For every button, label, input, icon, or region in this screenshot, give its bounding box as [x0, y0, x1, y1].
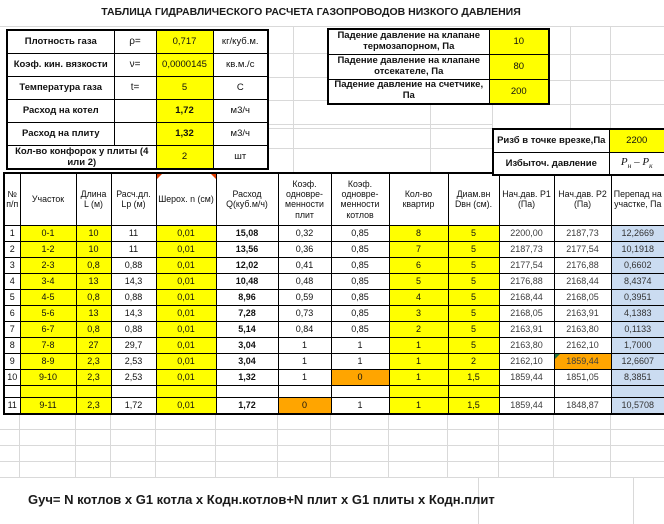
- table-cell[interactable]: 10,1918: [611, 241, 664, 257]
- gridline: [610, 414, 611, 477]
- param-value-stove-flow[interactable]: 1,32: [156, 122, 213, 145]
- table-cell[interactable]: 0-1: [20, 225, 76, 241]
- table-cell[interactable]: 1859,44: [499, 369, 554, 385]
- param-symbol: ν=: [114, 53, 156, 76]
- gridline: [215, 414, 216, 477]
- param-unit: С: [213, 76, 268, 99]
- drop-label: Падение давление на счетчике, Па: [328, 79, 489, 104]
- gridline: [570, 26, 571, 128]
- table-cell[interactable]: 1,32: [216, 369, 278, 385]
- table-cell[interactable]: 11: [111, 225, 156, 241]
- gridline: [75, 414, 76, 477]
- table-cell[interactable]: 2163,91: [499, 321, 554, 337]
- table-cell[interactable]: 2177,54: [499, 257, 554, 273]
- header-perepad: Перепад на участке, Па: [611, 173, 664, 225]
- table-cell[interactable]: 1-2: [20, 241, 76, 257]
- table-cell[interactable]: 12,02: [216, 257, 278, 273]
- table-row: [4, 225, 664, 241]
- gridline: [0, 429, 664, 430]
- table-cell[interactable]: 2162,10: [554, 337, 611, 353]
- table-cell[interactable]: 8,4374: [611, 273, 664, 289]
- table-row: [4, 305, 664, 321]
- row-number[interactable]: 7: [4, 321, 20, 337]
- table-cell[interactable]: 1859,44: [554, 353, 611, 369]
- table-cell[interactable]: 2176,88: [554, 257, 611, 273]
- table-cell[interactable]: 2: [389, 321, 448, 337]
- table-cell[interactable]: 10,48: [216, 273, 278, 289]
- gridline: [553, 414, 554, 477]
- gridline: [548, 54, 664, 55]
- table-cell[interactable]: 0,88: [111, 257, 156, 273]
- table-cell[interactable]: 27: [76, 337, 111, 353]
- row-number[interactable]: 5: [4, 289, 20, 305]
- table-row: [4, 321, 664, 337]
- table-cell[interactable]: 1: [278, 353, 331, 369]
- table-cell[interactable]: 2163,91: [554, 305, 611, 321]
- table-cell[interactable]: 1851,05: [554, 369, 611, 385]
- table-cell[interactable]: 0,01: [156, 273, 216, 289]
- inlet-label: Ризб в точке врезке,Па: [493, 129, 609, 152]
- table-cell[interactable]: 2187,73: [554, 225, 611, 241]
- gridline: [548, 104, 664, 105]
- table-row: [4, 397, 664, 414]
- gridline: [447, 414, 448, 477]
- row-number[interactable]: [4, 385, 20, 397]
- table-cell[interactable]: 3: [389, 305, 448, 321]
- table-cell[interactable]: 9-11: [20, 397, 76, 414]
- header-p1: Нач.дав. P1 (Па): [499, 173, 554, 225]
- gas-params-table: [6, 29, 269, 170]
- table-cell[interactable]: 2177,54: [554, 241, 611, 257]
- table-row: [4, 337, 664, 353]
- drop-label: Падение давление на клапане отсекателе, Па: [328, 54, 489, 79]
- table-cell[interactable]: 9-10: [20, 369, 76, 385]
- gridline: [0, 461, 664, 462]
- table-cell[interactable]: 13,56: [216, 241, 278, 257]
- table-cell[interactable]: 5: [448, 305, 499, 321]
- table-cell[interactable]: 2176,88: [499, 273, 554, 289]
- table-cell[interactable]: 1,7000: [611, 337, 664, 353]
- table-cell[interactable]: 0,73: [278, 305, 331, 321]
- table-cell[interactable]: 10: [76, 241, 111, 257]
- param-unit: м3/ч: [213, 122, 268, 145]
- table-cell[interactable]: [448, 385, 499, 397]
- table-cell[interactable]: 2162,10: [499, 353, 554, 369]
- table-cell[interactable]: 1859,44: [499, 397, 554, 414]
- table-row: [4, 241, 664, 257]
- table-cell[interactable]: 1,72: [111, 397, 156, 414]
- table-cell[interactable]: 0,01: [156, 305, 216, 321]
- table-cell[interactable]: 2168,44: [554, 273, 611, 289]
- table-cell[interactable]: 13: [76, 305, 111, 321]
- drop-label: Падение давление на клапане термозапорном, Па: [328, 29, 489, 54]
- header-kvartir: Кол-во квартир: [389, 173, 448, 225]
- table-cell[interactable]: 5: [448, 241, 499, 257]
- table-body: [4, 225, 664, 414]
- table-cell[interactable]: [278, 385, 331, 397]
- table-cell[interactable]: 0,01: [156, 225, 216, 241]
- table-cell[interactable]: 0,01: [156, 257, 216, 273]
- table-cell[interactable]: 0,85: [331, 257, 389, 273]
- table-row: [4, 369, 664, 385]
- table-cell[interactable]: 1: [389, 397, 448, 414]
- gridline: [498, 414, 499, 477]
- header-dlina: Длина L (м): [76, 173, 111, 225]
- param-symbol: ρ=: [114, 30, 156, 53]
- table-cell[interactable]: 1: [389, 353, 448, 369]
- excess-formula-text: $P_н - P_к$: [620, 156, 653, 171]
- table-cell[interactable]: 10: [76, 225, 111, 241]
- excess-label: Избыточ. давление: [493, 152, 609, 175]
- gridline: [19, 414, 20, 477]
- table-cell[interactable]: 2: [448, 353, 499, 369]
- table-cell[interactable]: 0,41: [278, 257, 331, 273]
- gridline: [633, 477, 634, 524]
- table-cell[interactable]: 2,3: [76, 369, 111, 385]
- table-cell[interactable]: [156, 385, 216, 397]
- param-unit: кг/куб.м.: [213, 30, 268, 53]
- header-sherokh: Шерох. n (см): [156, 173, 216, 225]
- table-cell[interactable]: 4,1383: [611, 305, 664, 321]
- table-cell[interactable]: [20, 385, 76, 397]
- table-cell[interactable]: 14,3: [111, 273, 156, 289]
- gridline: [610, 26, 611, 128]
- table-cell[interactable]: 5: [448, 289, 499, 305]
- table-cell[interactable]: 3,04: [216, 353, 278, 369]
- table-cell[interactable]: 2,53: [111, 353, 156, 369]
- param-value-viscosity[interactable]: 0,0000145: [156, 53, 213, 76]
- param-label: Коэф. кин. вязкости: [7, 53, 114, 76]
- table-cell[interactable]: 5: [448, 321, 499, 337]
- table-cell[interactable]: 5: [448, 225, 499, 241]
- drop-value-thermo-valve[interactable]: 10: [489, 29, 549, 54]
- table-cell[interactable]: 3-4: [20, 273, 76, 289]
- param-unit: кв.м./с: [213, 53, 268, 76]
- table-cell[interactable]: 0,3951: [611, 289, 664, 305]
- table-cell[interactable]: 2,3: [76, 353, 111, 369]
- gridline: [388, 414, 389, 477]
- gridline: [277, 414, 278, 477]
- table-cell[interactable]: 2,3: [76, 397, 111, 414]
- gridline: [267, 128, 492, 129]
- table-cell[interactable]: 13: [76, 273, 111, 289]
- header-diam: Диам.вн Dвн (см).: [448, 173, 499, 225]
- table-row: [4, 353, 664, 369]
- table-cell[interactable]: 5: [448, 337, 499, 353]
- table-cell[interactable]: 0,1133: [611, 321, 664, 337]
- table-cell[interactable]: 0,32: [278, 225, 331, 241]
- row-number[interactable]: 1: [4, 225, 20, 241]
- header-raskhod: Расход Q(куб.м/ч): [216, 173, 278, 225]
- table-cell[interactable]: 8,96: [216, 289, 278, 305]
- table-cell[interactable]: 8-9: [20, 353, 76, 369]
- param-label: Расход на плиту: [7, 122, 114, 145]
- param-symbol: [114, 99, 156, 122]
- table-cell[interactable]: [76, 385, 111, 397]
- table-cell[interactable]: 0,88: [111, 289, 156, 305]
- table-cell[interactable]: 0,85: [331, 241, 389, 257]
- table-cell[interactable]: 0: [278, 397, 331, 414]
- gridline: [293, 26, 294, 172]
- table-cell[interactable]: 2163,80: [554, 321, 611, 337]
- drop-value-shutoff-valve[interactable]: 80: [489, 54, 549, 79]
- table-cell[interactable]: 0,01: [156, 289, 216, 305]
- table-cell[interactable]: 2163,80: [499, 337, 554, 353]
- param-value-density[interactable]: 0,717: [156, 30, 213, 53]
- header-koef-plit: Коэф. одновре-менности плит: [278, 173, 331, 225]
- row-number[interactable]: 3: [4, 257, 20, 273]
- table-cell[interactable]: [554, 385, 611, 397]
- header-p2: Нач.дав. P2 (Па): [554, 173, 611, 225]
- table-cell[interactable]: 0,59: [278, 289, 331, 305]
- param-value-temperature[interactable]: 5: [156, 76, 213, 99]
- table-cell[interactable]: 12,2669: [611, 225, 664, 241]
- gridline: [267, 100, 327, 101]
- gridline: [155, 414, 156, 477]
- row-number[interactable]: 8: [4, 337, 20, 353]
- table-cell[interactable]: 6: [389, 257, 448, 273]
- table-cell[interactable]: 0,85: [331, 321, 389, 337]
- table-row: [4, 273, 664, 289]
- table-cell[interactable]: 1: [278, 337, 331, 353]
- table-cell[interactable]: 4-5: [20, 289, 76, 305]
- table-cell[interactable]: 1: [331, 353, 389, 369]
- table-cell[interactable]: 15,08: [216, 225, 278, 241]
- table-cell[interactable]: 1,72: [216, 397, 278, 414]
- inlet-value[interactable]: 2200: [609, 129, 664, 152]
- param-unit: м3/ч: [213, 99, 268, 122]
- table-cell[interactable]: 0,01: [156, 337, 216, 353]
- table-cell[interactable]: [499, 385, 554, 397]
- table-cell[interactable]: 0: [331, 369, 389, 385]
- param-value-boiler-flow[interactable]: 1,72: [156, 99, 213, 122]
- gridline: [267, 148, 492, 149]
- table-cell[interactable]: 0,85: [331, 273, 389, 289]
- table-cell[interactable]: 1: [389, 337, 448, 353]
- gridline: [0, 26, 664, 27]
- table-cell[interactable]: 0,8: [76, 321, 111, 337]
- drop-value-meter[interactable]: 200: [489, 79, 549, 104]
- table-cell[interactable]: 2187,73: [499, 241, 554, 257]
- table-row: [4, 289, 664, 305]
- table-cell[interactable]: 0,84: [278, 321, 331, 337]
- table-cell[interactable]: 1,5: [448, 397, 499, 414]
- table-cell[interactable]: 0,85: [331, 289, 389, 305]
- header-row: [4, 173, 664, 225]
- spacer-row: [4, 385, 664, 397]
- table-row: [4, 257, 664, 273]
- gridline: [267, 53, 327, 54]
- table-cell[interactable]: 5: [448, 273, 499, 289]
- gridline: [0, 477, 664, 478]
- row-number[interactable]: 10: [4, 369, 20, 385]
- table-cell[interactable]: 29,7: [111, 337, 156, 353]
- table-cell[interactable]: 0,01: [156, 353, 216, 369]
- table-cell[interactable]: 2168,05: [554, 289, 611, 305]
- table-cell[interactable]: 5,14: [216, 321, 278, 337]
- row-number[interactable]: 11: [4, 397, 20, 414]
- table-cell[interactable]: 3,04: [216, 337, 278, 353]
- gridline: [548, 80, 664, 81]
- table-cell[interactable]: [389, 385, 448, 397]
- param-label: Кол-во конфорок у плиты (4 или 2): [7, 145, 156, 169]
- table-cell[interactable]: 2-3: [20, 257, 76, 273]
- table-cell[interactable]: 1848,87: [554, 397, 611, 414]
- table-cell[interactable]: 7,28: [216, 305, 278, 321]
- table-cell[interactable]: 0,36: [278, 241, 331, 257]
- table-cell[interactable]: 0,8: [76, 257, 111, 273]
- table-cell[interactable]: 6-7: [20, 321, 76, 337]
- table-cell[interactable]: 2168,44: [499, 289, 554, 305]
- table-cell[interactable]: 0,88: [111, 321, 156, 337]
- param-symbol: [114, 122, 156, 145]
- calculation-table: [3, 172, 664, 415]
- table-cell[interactable]: 4: [389, 289, 448, 305]
- gridline: [330, 414, 331, 477]
- table-cell[interactable]: 5: [389, 273, 448, 289]
- header-num: № п/п: [4, 173, 20, 225]
- table-cell[interactable]: 0,85: [331, 305, 389, 321]
- header-uchastok: Участок: [20, 173, 76, 225]
- table-cell[interactable]: 10,5708: [611, 397, 664, 414]
- table-cell[interactable]: 14,3: [111, 305, 156, 321]
- gridline: [267, 77, 327, 78]
- excess-formula: [609, 152, 664, 175]
- table-cell[interactable]: 0,8: [76, 289, 111, 305]
- gridline: [110, 414, 111, 477]
- row-number[interactable]: 4: [4, 273, 20, 289]
- header-rasch-dl: Расч.дл. Lp (м): [111, 173, 156, 225]
- table-cell[interactable]: 1: [331, 337, 389, 353]
- gridline: [267, 124, 492, 125]
- gridline: [492, 104, 493, 128]
- table-cell[interactable]: 2,53: [111, 369, 156, 385]
- table-cell[interactable]: 0,01: [156, 321, 216, 337]
- table-cell[interactable]: 11: [111, 241, 156, 257]
- table-cell[interactable]: 12,6607: [611, 353, 664, 369]
- table-cell[interactable]: [111, 385, 156, 397]
- table-cell[interactable]: 0,01: [156, 241, 216, 257]
- table-cell[interactable]: 8,3851: [611, 369, 664, 385]
- table-cell[interactable]: 1: [389, 369, 448, 385]
- row-number[interactable]: 6: [4, 305, 20, 321]
- sheet-title: ТАБЛИЦА ГИДРАВЛИЧЕСКОГО РАСЧЕТА ГАЗОПРОВОДОВ НИЗКОГО ДАВЛЕНИЯ: [101, 6, 521, 18]
- table-cell[interactable]: [331, 385, 389, 397]
- param-symbol: t=: [114, 76, 156, 99]
- table-cell[interactable]: 5: [448, 257, 499, 273]
- table-cell[interactable]: 7: [389, 241, 448, 257]
- table-cell[interactable]: 7-8: [20, 337, 76, 353]
- table-cell[interactable]: 8: [389, 225, 448, 241]
- flow-formula: Gуч= N котлов x G1 котла x Кодн.котлов+N плит x G1 плиты x Кодн.плит: [28, 492, 495, 507]
- row-number[interactable]: 9: [4, 353, 20, 369]
- header-koef-kotlov: Коэф. одновре-менности котлов: [331, 173, 389, 225]
- table-cell[interactable]: 0,01: [156, 369, 216, 385]
- table-cell[interactable]: 0,01: [156, 397, 216, 414]
- row-number[interactable]: 2: [4, 241, 20, 257]
- param-label: Расход на котел: [7, 99, 114, 122]
- table-cell[interactable]: 1: [331, 397, 389, 414]
- table-cell[interactable]: 5-6: [20, 305, 76, 321]
- pressure-drops-table: [327, 28, 550, 105]
- param-value-burners[interactable]: 2: [156, 145, 213, 169]
- inlet-pressure-table: [492, 128, 664, 176]
- gridline: [430, 104, 431, 172]
- table-cell[interactable]: 0,6602: [611, 257, 664, 273]
- table-cell[interactable]: 0,85: [331, 225, 389, 241]
- table-cell[interactable]: 1: [278, 369, 331, 385]
- table-cell[interactable]: 0,48: [278, 273, 331, 289]
- table-cell[interactable]: 1,5: [448, 369, 499, 385]
- table-cell[interactable]: [611, 385, 664, 397]
- param-label: Температура газа: [7, 76, 114, 99]
- table-cell[interactable]: [216, 385, 278, 397]
- table-cell[interactable]: 2168,05: [499, 305, 554, 321]
- param-label: Плотность газа: [7, 30, 114, 53]
- param-unit: шт: [213, 145, 268, 169]
- table-cell[interactable]: 2200,00: [499, 225, 554, 241]
- gridline: [0, 445, 664, 446]
